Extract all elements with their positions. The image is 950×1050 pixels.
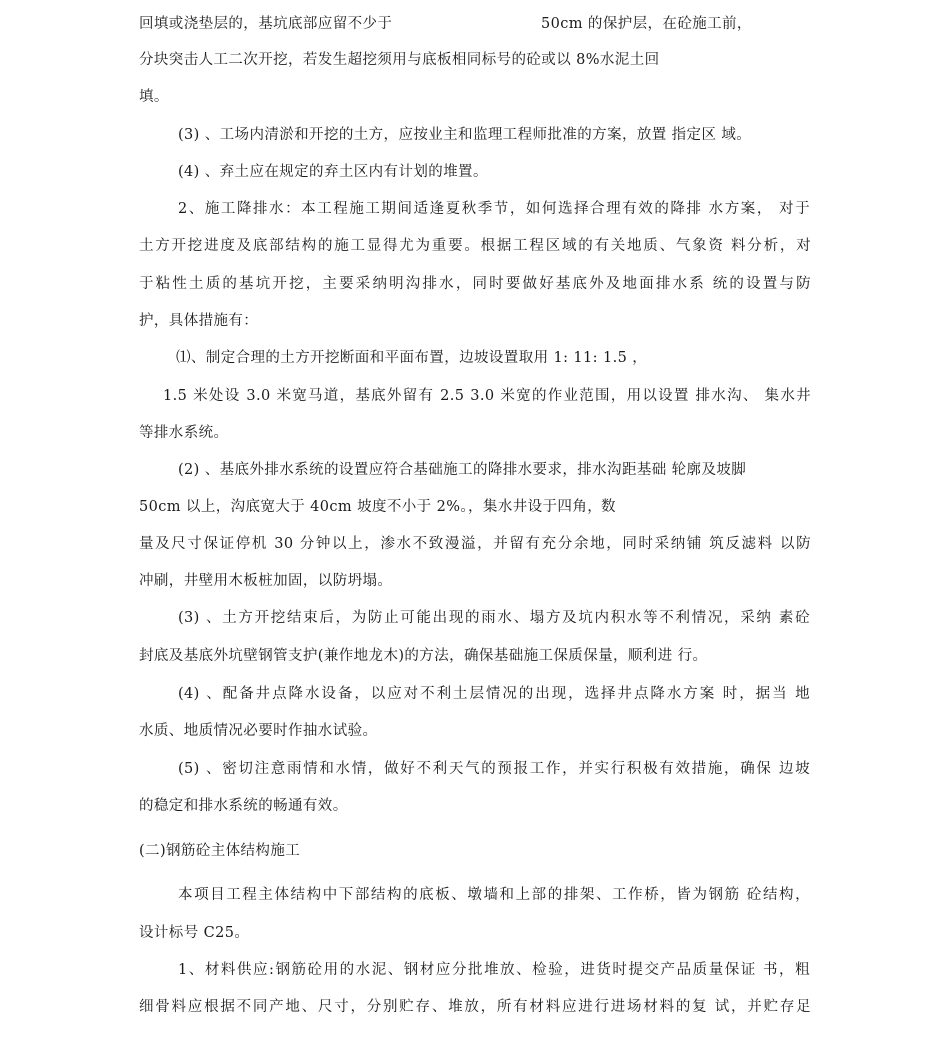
text-line: (3) 、工场内清淤和开挖的土方，应按业主和监理工程师批准的方案，放置 指定区 域。 xyxy=(178,127,752,143)
text-line: 2、施工降排水：本工程施工期间适逢夏秋季节，如何选择合理有效的降排 水方案， 对于 xyxy=(178,201,810,217)
text-line: 的稳定和排水系统的畅通有效。 xyxy=(139,798,348,814)
text-line: (5) 、密切注意雨情和水情，做好不利天气的预报工作，并实行积极有效措施，确保 边坡 xyxy=(178,761,810,777)
text-line: 回填或浇垫层的，基坑底部应留不少于 xyxy=(139,16,393,32)
section-heading: (二)钢筋砼主体结构施工 xyxy=(139,843,301,859)
text-line: 水质、地质情况必要时作抽水试验。 xyxy=(139,723,378,739)
text-line: 细骨料应根据不同产地、尺寸，分别贮存、堆放，所有材料应进行进场材料的复 试，并贮存足 xyxy=(139,999,811,1015)
text-line: 1、材料供应:钢筋砼用的水泥、钢材应分批堆放、检验，进货时提交产品质量保证 书，粗 xyxy=(178,962,810,978)
text-line: 1.5 米处设 3.0 米宽马道，基底外留有 2.5 3.0 米宽的作业范围，用以设置 排水沟、 集水井 xyxy=(163,388,811,404)
text-line: 设计标号 C25。 xyxy=(139,925,250,941)
text-line: 护，具体措施有： xyxy=(139,313,259,329)
text-line: (4) 、配备井点降水设备，以应对不利土层情况的出现，选择井点降水方案 时，据当 地 xyxy=(178,686,810,702)
text-line: 冲刷，井壁用木板桩加固，以防坍塌。 xyxy=(139,573,393,589)
text-line: 填。 xyxy=(139,89,169,105)
text-line: (3) 、土方开挖结束后，为防止可能出现的雨水、塌方及坑内积水等不利情况，采纳 素砼 xyxy=(178,610,810,626)
text-line: 数 xyxy=(601,499,616,515)
text-line: 50cm 以上，沟底宽大于 40cm 坡度不小于 2%。，集水井设于四角， xyxy=(139,499,603,515)
text-line: 封底及基底外坑壁钢管支护(兼作地龙木)的方法，确保基础施工保质保量，顺利进 行。 xyxy=(139,648,708,664)
text-line: (2) 、基底外排水系统的设置应符合基础施工的降排水要求，排水沟距基础 轮廓及坡脚 xyxy=(178,462,747,478)
text-line: 50cm 的保护层，在砼施工前， xyxy=(541,16,752,32)
text-line: ⑴、制定合理的土方开挖断面和平面布置，边坡设置取用 1: 11: 1.5 ， xyxy=(176,350,648,366)
text-line: 量及尺寸保证停机 30 分钟以上，渗水不致漫溢，并留有充分余地，同时采纳铺 筑反滤料 以防 xyxy=(139,536,811,552)
text-line: (4) 、弃土应在规定的弃土区内有计划的堆置。 xyxy=(178,164,488,180)
text-line: 等排水系统。 xyxy=(139,425,229,441)
text-line: 本项目工程主体结构中下部结构的底板、墩墙和上部的排架、工作桥，皆为钢筋 砼结构， xyxy=(178,887,810,903)
text-line: 分块突击人工二次开挖，若发生超挖须用与底板相同标号的砼或以 8%水泥土回 xyxy=(139,52,660,68)
text-line: 土方开挖进度及底部结构的施工显得尤为重要。根据工程区域的有关地质、气象资 料分析，对 xyxy=(139,238,811,254)
text-line: 于粘性土质的基坑开挖，主要采纳明沟排水，同时要做好基底外及地面排水系 统的设置与防 xyxy=(139,276,811,292)
